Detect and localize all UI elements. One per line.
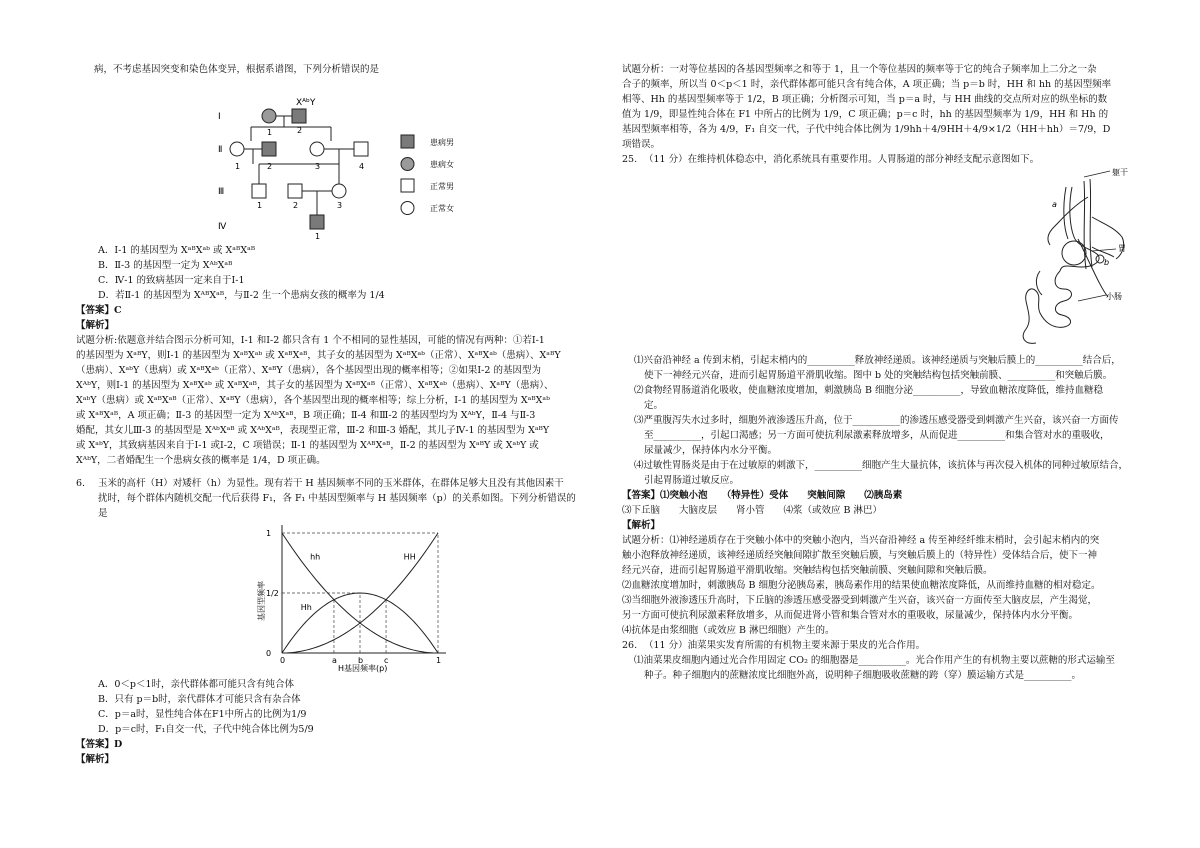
diagram-label-small-intestine: 小肠 [1106, 292, 1122, 301]
legend-affected-male [401, 135, 414, 148]
question-6 [76, 476, 600, 521]
pedigree-num: 3 [315, 162, 321, 171]
q25-analysis-line: 另一方面可使抗利尿激素释放增多，从而促进肾小管和集合管对水的重吸收，尿量减少，保持体内水分平衡。 [622, 610, 1079, 621]
gut-innervation-diagram [622, 167, 1162, 353]
q25-item-line: 引起胃肠道过敏反应。 [644, 475, 740, 486]
q25-analysis-line: 触小泡释放神经递质，该神经递质经突触间隙扩散至突触后膜，与突触后膜上的（特异性）受体结合后，使下一神 [622, 550, 1098, 561]
pedigree-I-2 [292, 109, 306, 123]
y-tick-label: 1 [266, 529, 272, 538]
q5-analysis-line: 的基因型为 XᵃᴮY，则Ⅰ-1 的基因型为 XᵃᴮXᵃᵇ 或 XᵃᴮXᵃᴮ，其子女的基因型为 XᵃᴮXᵃᵇ（正常）、XᵃᴮXᵃᵇ（患病）、XᵃᴮY [76, 350, 561, 361]
pedigree-num: 2 [293, 201, 299, 210]
x-tick-label: a [331, 656, 337, 665]
q26-item-line: 种子。种子细胞内的蔗糖浓度比细胞外高，说明种子细胞吸收蔗糖的跨（穿）膜运输方式是__________。 [644, 670, 1082, 681]
y-axis-label: 基因型频率 [257, 581, 266, 621]
pedigree-III-1 [252, 184, 266, 198]
question-25-number: 25. [622, 154, 638, 165]
q25-analysis-line: ⑵血糖浓度增加时，刺激胰岛 B 细胞分泌胰岛素，胰岛素作用的结果使血糖浓度降低，从而维持血糖的相对稳定。 [622, 580, 1101, 591]
gen-label: Ⅳ [218, 222, 227, 232]
q5-analysis-line: 试题分析:依题意并结合图示分析可知，Ⅰ-1 和Ⅰ-2 都只含有 1 个不相同的显性基因，可能的情况有两种：①若Ⅰ-1 [76, 335, 545, 346]
q5-analysis-line: XᴬᵇY，则Ⅰ-1 的基因型为 XᵃᴮXᵃᵇ 或 XᵃᴮXᵃᴮ，其子女的基因型为 XᵃᴮXᵃᴮ（正常）、XᵃᴮXᵃᵇ（患病）、XᵃᴮY（患病）、 [76, 380, 554, 391]
legend-normal-female [401, 202, 414, 215]
q25-item-line: 定。 [644, 400, 664, 411]
pedigree-II-2 [262, 142, 276, 156]
pedigree-num: 1 [257, 201, 263, 210]
right-column [622, 62, 1162, 683]
question-6-stem [98, 476, 576, 521]
q6-stem-line: 玉米的高杆（H）对矮杆（h）为显性。现有若干 H 基因频率不同的玉米群体，在群体足够大且没有其他因素干 [98, 478, 564, 489]
question-26 [622, 638, 1162, 653]
q25-analysis-label: 【解析】 [622, 520, 661, 531]
q6-analysis-line: 相等、Hh 的基因型频率等于 1/2，B 项正确；分析图示可知，当 p＝a 时，与 HH 曲线的交点所对应的纵坐标的数 [622, 94, 1108, 105]
pedigree-III-2 [288, 184, 302, 198]
q6-analysis-line: 合子的频率，所以当 0＜p＜1 时，亲代群体都可能只含有纯合体，A 项正确；当 p＝b 时，HH 和 hh 的基因型频率 [622, 79, 1112, 90]
x-tick-label: c [384, 656, 389, 665]
legend-normal-male [401, 179, 414, 192]
q6-analysis-line: 试题分析：一对等位基因的各基因型频率之和等于 1，且一个等位基因的频率等于它的纯合子频率加上二分之一杂 [622, 64, 1097, 75]
q5-option-c: C．Ⅳ-1 的致病基因一定来自于Ⅰ-1 [98, 275, 245, 286]
pedigree-II-4 [354, 142, 368, 156]
question-25-intro: （11 分）在维持机体稳态中，消化系统具有重要作用。人胃肠道的部分神经支配示意图如下。 [644, 154, 1040, 165]
q5-option-b: B．Ⅱ-3 的基因型一定为 XᴬᵇXᵃᴮ [98, 260, 233, 271]
x-tick-label: b [358, 656, 364, 665]
q25-analysis-line: 试题分析：⑴神经递质存在于突触小体中的突触小泡内，当兴奋沿神经 a 传至神经纤维末梢时，会引起末梢内的突 [622, 535, 1100, 546]
gen-label: Ⅰ [218, 112, 221, 122]
q25-analysis-line: ⑷抗体是由浆细胞（或效应 B 淋巴细胞）产生的。 [622, 625, 835, 636]
q5-analysis-line: 或 XᵃᵇY，其致病基因来自于Ⅰ-1 或Ⅰ-2，C 项错误；Ⅱ-1 的基因型为 XᴬᴮXᵃᴮ，Ⅱ-2 的基因型为 XᵃᴮY 或 XᵃᵇY 或 [76, 440, 539, 451]
gen-label: Ⅱ [218, 145, 223, 155]
pedigree-chart [76, 77, 496, 241]
q26-item-line: ⑴油菜果皮细胞内通过光合作用固定 CO₂ 的细胞器是__________。光合作用产生的有机物主要以蔗糖的形式运输至 [634, 655, 1115, 666]
pedigree-II-1 [230, 142, 244, 156]
q5-option-d: D．若Ⅱ-1 的基因型为 XᴬᴮXᵃᴮ，与Ⅱ-2 生一个患病女孩的概率为 1/4 [98, 290, 385, 301]
diagram-label-trunk: 躯干 [1112, 168, 1128, 177]
series-hh-label: hh [310, 552, 321, 562]
q5-analysis-line: XᵃᵇY（患病）或 XᵃᴮXᵃᴮ（正常）、XᵃᴮY（患病），各个基因型出现的概率相等；综上分析，Ⅰ-1 的基因型为 XᵃᴮXᵃᵇ [76, 395, 550, 406]
pedigree-figure [76, 77, 600, 241]
y-tick-label: 1/2 [266, 589, 279, 598]
question-26-number: 26. [622, 640, 638, 651]
genotype-frequency-chart [76, 521, 496, 673]
q5-analysis-line: 或 XᵃᴮXᵃᴮ，A 项正确；Ⅱ-3 的基因型一定为 XᴬᵇXᵃᴮ，B 项正确；Ⅱ-4 和Ⅲ-2 的基因型均为 XᴬᵇY，Ⅱ-4 与Ⅱ-3 [76, 410, 536, 421]
pedigree-II-3 [310, 142, 324, 156]
q6-stem-line: 扰时，每个群体内随机交配一代后获得 F₁，各 F₁ 中基因型频率与 H 基因频率（p）的关系如图。下列分析错误的 [98, 493, 576, 504]
q25-item-line: ⑷过敏性胃肠炎是由于在过敏原的刺激下，__________细胞产生大量抗体，该抗体与再次侵入机体的同种过敏原结合， [634, 460, 1129, 471]
pedigree-num: 4 [359, 162, 365, 171]
pedigree-I-1 [262, 109, 276, 123]
legend-label: 患病男 [430, 138, 454, 147]
q25-item-line: ⑵食物经胃肠道消化吸收，使血糖浓度增加，刺激胰岛 B 细胞分泌__________，导致血糖浓度降低，维持血糖稳 [634, 385, 1104, 396]
legend-label: 患病女 [430, 160, 454, 169]
pedigree-num: 2 [297, 126, 303, 135]
pedigree-num: 3 [337, 201, 343, 210]
q6-analysis-line: 值为 1/9，即显性纯合体在 F1 中所占的比例为 1/9，C 项正确；p＝c 时，hh 的基因型频率为 1/9，HH 和 Hh 的 [622, 109, 1109, 120]
gen-label: Ⅲ [218, 187, 225, 197]
pedigree-III-3 [332, 184, 346, 198]
question-6-number: 6. [76, 478, 86, 489]
q6-analysis-line: 基因型频率相等，各为 4/9，F₁ 自交一代，子代中纯合体比例为 1/9hh＋4/9HH＋4/9×1/2（HH＋hh）＝7/9，D [622, 124, 1111, 135]
q5-analysis-line: （患病）、XᵃᵇY（患病）或 XᵃᴮXᵃᵇ（正常）、XᵃᴮY（患病），各个基因型出现的概率相等；②如果Ⅰ-2 的基因型为 [76, 365, 541, 376]
q5-analysis-line: XᴬᵇY，二者婚配生一个患病女孩的概率是 1/4，D 项正确。 [76, 455, 326, 466]
q6-analysis-line: 项错误。 [622, 139, 661, 150]
q25-item-line: 至__________，引起口渴感；另一方面可使抗利尿激素释放增多，从而促进__________和集合管对水的重吸收， [644, 430, 1110, 441]
q25-item-line: ⑴兴奋沿神经 a 传到末梢，引起末梢内的__________释放神经递质。该神经递质与突触后膜上的__________结合后， [634, 355, 1121, 366]
series-Hh-label: Hh [300, 602, 312, 612]
q6-answer: 【答案】D [76, 739, 123, 750]
question-5-intro: 病，不考虑基因突变和染色体变异，根据系谱图，下列分析错误的是 [94, 64, 380, 75]
q5-analysis-line: 婚配，其女儿Ⅲ-3 的基因型是 XᴬᵇXᵃᴮ 或 XᴬᵇXᵃᴮ，表现型正常，Ⅲ-2 和Ⅲ-3 婚配，其儿子Ⅳ-1 的基因型为 XᵃᴮY [76, 425, 550, 436]
question-25 [622, 152, 1162, 167]
question-26-intro: （11 分）油菜果实发育所需的有机物主要来源于果皮的光合作用。 [644, 640, 926, 651]
q25-analysis-line: ⑶当细胞外液渗透压升高时，下丘脑的渗透压感受器受到刺激产生兴奋，该兴奋一方面传至大脑皮层，产生渴觉， [622, 595, 1098, 606]
q25-item-line: 使下一神经元兴奋，进而引起胃肠道平滑肌收缩。图中 b 处的突触结构包括突触前膜、__________和突触后膜。 [644, 370, 1113, 381]
q6-option-a: A．0＜p＜1时，亲代群体都可能只含有纯合体 [98, 679, 295, 690]
q5-answer: 【答案】C [76, 305, 122, 316]
q25-analysis-line: 经元兴奋，进而引起胃肠道平滑肌收缩。突触结构包括突触前膜、突触间隙和突触后膜。 [622, 565, 993, 576]
y-tick-label: 0 [266, 649, 272, 658]
q25-item-line: 尿量减少，保持体内水分平衡。 [644, 445, 778, 456]
pedigree-num: 2 [267, 162, 273, 171]
q25-answer-line: ⑶下丘脑 大脑皮层 肾小管 ⑷浆（或效应 B 淋巴） [622, 505, 883, 516]
q6-stem-line: 是 [98, 508, 108, 519]
q6-option-d: D．p＝c时，F₁自交一代，子代中纯合体比例为5/9 [98, 724, 314, 735]
pedigree-num: 1 [315, 232, 321, 241]
legend-label: 正常女 [430, 204, 454, 213]
diagram-label-stomach: 胃 [1118, 244, 1126, 253]
legend-affected-female [401, 158, 414, 171]
q6-option-b: B．只有 p＝b时，亲代群体才可能只含有杂合体 [98, 694, 301, 705]
gut-innervation-figure [622, 167, 1162, 353]
x-axis-label: H基因频率(p) [338, 664, 388, 673]
pedigree-top-genotype: XᴬᵇY [296, 98, 316, 108]
diagram-label-b: b [1104, 258, 1110, 267]
pedigree-num: 1 [235, 162, 241, 171]
legend-label: 正常男 [430, 182, 454, 191]
genotype-frequency-figure [76, 521, 600, 673]
q6-analysis-label: 【解析】 [76, 754, 115, 765]
x-tick-label: 1 [436, 656, 442, 665]
q5-analysis-label: 【解析】 [76, 320, 115, 331]
q25-answer-line: 【答案】⑴突触小泡 （特异性）受体 突触间隙 ⑵胰岛素 [622, 490, 903, 501]
q5-option-a: A．Ⅰ-1 的基因型为 XᵃᴮXᵃᵇ 或 XᵃᴮXᵃᴮ [98, 245, 256, 256]
diagram-label-a: a [1052, 200, 1057, 209]
q6-option-c: C．p＝a时，显性纯合体在F1中所占的比例为1/9 [98, 709, 307, 720]
pedigree-IV-1 [310, 215, 324, 229]
q25-item-line: ⑶严重腹泻失水过多时，细胞外液渗透压升高，位于__________的渗透压感受器受到刺激产生兴奋，该兴奋一方面传 [634, 415, 1119, 426]
series-HH-label: HH [403, 552, 416, 562]
x-tick-label: 0 [280, 656, 286, 665]
left-column [76, 62, 600, 767]
pedigree-num: 1 [267, 128, 273, 137]
